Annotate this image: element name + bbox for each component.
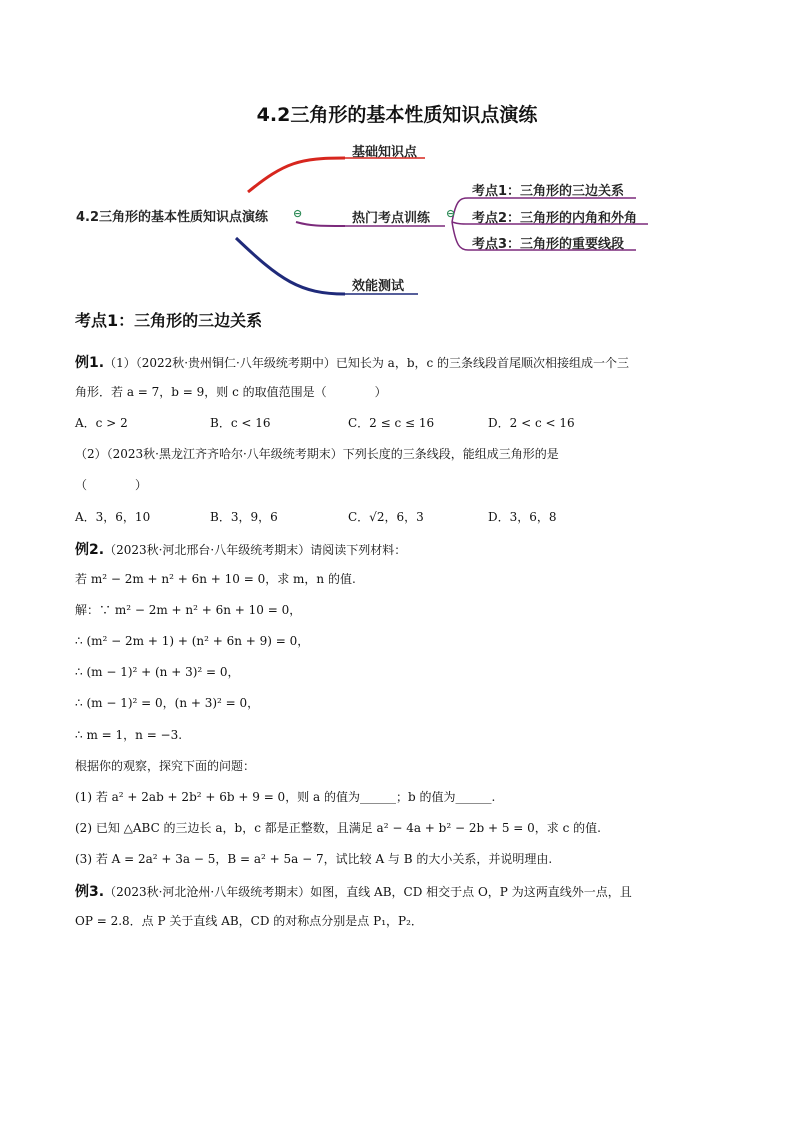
ex3-label: 例3.	[75, 884, 105, 900]
ex2-line6: ∴ m = 1，n = −3.	[75, 728, 183, 742]
ex1-q1-text2: 角形．若 a = 7，b = 9，则 c 的取值范围是（ ）	[75, 385, 387, 399]
mindmap-sub-3: 考点3：三角形的重要线段	[472, 237, 625, 252]
page-title: 4.2三角形的基本性质知识点演练	[256, 104, 538, 126]
ex2-line4: ∴ (m − 1)² + (n + 3)² = 0，	[75, 665, 240, 679]
ex1-q2-option-a: A．3，6，10	[75, 510, 151, 524]
ex2-intro-line	[75, 539, 406, 559]
ex2-line3: ∴ (m² − 2m + 1) + (n² + 6n + 9) = 0，	[75, 634, 310, 648]
collapse-icon[interactable]: ⊖	[446, 207, 456, 220]
collapse-icon[interactable]: ⊖	[293, 207, 303, 220]
section-heading: 考点1：三角形的三边关系	[75, 311, 263, 330]
mindmap-link-sub3	[452, 222, 468, 250]
ex2-intro: （2023秋·河北邢台·八年级统考期末）请阅读下列材料：	[104, 543, 407, 557]
ex1-q2-option-d: D．3，6，8	[488, 510, 557, 524]
ex2-line2: 解：∵ m² − 2m + n² + 6n + 10 = 0，	[75, 603, 302, 617]
ex1-q1-text1: （1）（2022秋·贵州铜仁·八年级统考期中）已知长为 a，b，c 的三条线段首尾顺次相接组成一个三	[104, 356, 630, 370]
ex2-problem3: (3) 若 A = 2a² + 3a − 5，B = a² + 5a − 7，试比较 A 与 B 的大小关系，并说明理由.	[75, 852, 553, 866]
mindmap-link-branch3	[236, 238, 345, 294]
ex2-label: 例2.	[75, 542, 105, 558]
ex1-q1-option-d: D．2 < c < 16	[488, 416, 575, 430]
ex1-q1-option-b: B．c < 16	[210, 416, 271, 430]
mindmap-branch-test: 效能测试	[352, 279, 405, 294]
ex1-q2-text2: （ ）	[75, 478, 148, 492]
mindmap-sub-1: 考点1：三角形的三边关系	[472, 184, 625, 199]
mindmap-sub-2: 考点2：三角形的内角和外角	[472, 211, 638, 226]
mindmap-link-branch1	[248, 158, 345, 192]
mindmap-link-sub2	[452, 222, 468, 224]
mindmap-link-branch2	[296, 222, 345, 226]
ex2-problem1: (1) 若 a² + 2ab + 2b² + 6b + 9 = 0，则 a 的值为______；b 的值为______.	[75, 790, 496, 804]
ex2-line5: ∴ (m − 1)² = 0，(n + 3)² = 0，	[75, 696, 260, 710]
ex1-line1	[75, 352, 629, 372]
ex1-q2-option-c: C．√2，6，3	[348, 510, 424, 524]
ex3-line1-wrap	[75, 881, 632, 901]
mindmap-root: 4.2三角形的基本性质知识点演练	[76, 210, 269, 225]
ex2-line1: 若 m² − 2m + n² + 6n + 10 = 0，求 m，n 的值.	[75, 572, 356, 586]
ex3-line2: OP = 2.8．点 P 关于直线 AB，CD 的对称点分别是点 P₁，P₂．	[75, 914, 423, 928]
ex2-line7: 根据你的观察，探究下面的问题：	[75, 759, 256, 773]
ex1-q1-option-a: A．c > 2	[75, 416, 128, 430]
ex3-line1: （2023秋·河北沧州·八年级统考期末）如图，直线 AB，CD 相交于点 O，P 为这两直线外一点，且	[104, 885, 632, 899]
ex1-q1-option-c: C．2 ≤ c ≤ 16	[348, 416, 435, 430]
mindmap-branch-basic: 基础知识点	[352, 145, 418, 160]
ex1-label: 例1.	[75, 355, 105, 371]
mindmap-branch-hot: 热门考点训练	[352, 211, 431, 226]
ex2-problem2: (2) 已知 △ABC 的三边长 a，b，c 都是正整数，且满足 a² − 4a + b² − 2b + 5 = 0，求 c 的值.	[75, 821, 601, 835]
ex1-q2-text1: （2）（2023秋·黑龙江齐齐哈尔·八年级统考期末）下列长度的三条线段，能组成三角形的是	[75, 447, 559, 461]
ex1-q2-option-b: B．3，9，6	[210, 510, 278, 524]
